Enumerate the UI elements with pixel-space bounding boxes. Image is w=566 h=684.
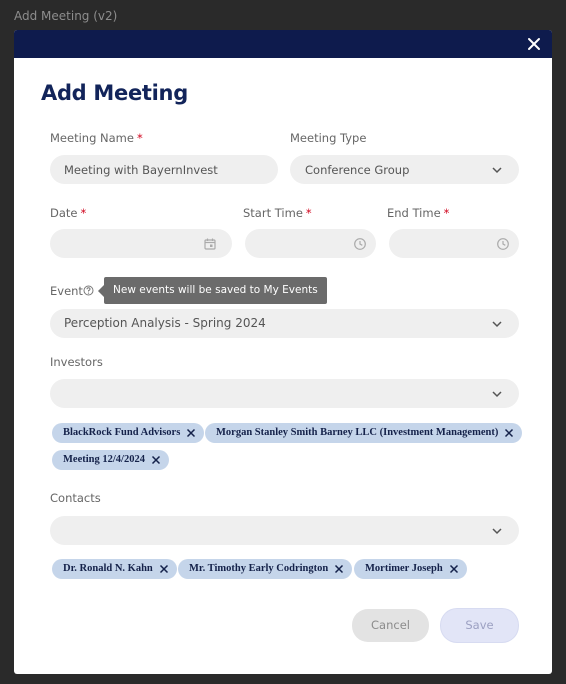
x-icon[interactable] <box>186 428 196 438</box>
investors-label: Investors <box>50 355 103 369</box>
dialog-title: Add Meeting <box>41 81 188 105</box>
chip-label: Morgan Stanley Smith Barney LLC (Investment Management) <box>216 427 499 438</box>
meeting-type-label: Meeting Type <box>290 131 367 145</box>
save-button[interactable]: Save <box>441 609 518 642</box>
cancel-button[interactable]: Cancel <box>352 609 429 642</box>
window-title: Add Meeting (v2) <box>14 9 118 23</box>
meeting-type-select[interactable] <box>290 155 519 184</box>
required-mark: * <box>443 206 450 220</box>
required-mark: * <box>305 206 312 220</box>
meeting-name-value: Meeting with BayernInvest <box>64 163 218 177</box>
meeting-type-value: Conference Group <box>305 163 410 177</box>
chip-label: BlackRock Fund Advisors <box>63 427 181 438</box>
chevron-down-icon <box>491 389 503 399</box>
clock-icon[interactable] <box>353 237 367 251</box>
contact-chip[interactable] <box>178 559 352 579</box>
chip-label: Meeting 12/4/2024 <box>63 454 145 465</box>
required-mark: * <box>80 206 87 220</box>
chip-label: Mortimer Joseph <box>365 563 443 574</box>
date-label: Date * <box>50 206 87 220</box>
chevron-down-icon <box>491 526 503 536</box>
chip-label: Dr. Ronald N. Kahn <box>63 563 153 574</box>
x-icon[interactable] <box>449 564 459 574</box>
event-value: Perception Analysis - Spring 2024 <box>64 316 266 330</box>
start-time-input[interactable] <box>245 229 376 258</box>
date-input[interactable] <box>50 229 232 258</box>
end-time-input[interactable] <box>389 229 519 258</box>
investor-chip[interactable] <box>52 423 204 443</box>
chevron-down-icon <box>491 165 503 175</box>
meeting-name-input[interactable] <box>50 155 278 184</box>
add-meeting-dialog <box>14 30 552 674</box>
investor-chip[interactable] <box>205 423 522 443</box>
contact-chip[interactable] <box>52 559 177 579</box>
contacts-label: Contacts <box>50 491 101 505</box>
start-time-label: Start Time * <box>243 206 312 220</box>
chip-label: Mr. Timothy Early Codrington <box>189 563 329 574</box>
end-time-label: End Time * <box>387 206 450 220</box>
required-mark: * <box>136 131 143 145</box>
investors-select[interactable] <box>50 379 519 408</box>
close-icon[interactable] <box>525 35 543 53</box>
event-label: Event <box>50 284 83 298</box>
x-icon[interactable] <box>159 564 169 574</box>
x-icon[interactable] <box>334 564 344 574</box>
contacts-select[interactable] <box>50 516 519 545</box>
event-help-tooltip: New events will be saved to My Events <box>104 277 327 304</box>
clock-icon[interactable] <box>496 237 510 251</box>
calendar-icon[interactable] <box>203 237 217 251</box>
x-icon[interactable] <box>504 428 514 438</box>
meeting-name-label: Meeting Name * <box>50 131 143 145</box>
event-select[interactable] <box>50 309 519 338</box>
dialog-header-bar <box>14 30 552 58</box>
contact-chip[interactable] <box>354 559 467 579</box>
help-circle-icon[interactable] <box>83 285 94 296</box>
x-icon[interactable] <box>151 455 161 465</box>
chevron-down-icon <box>491 319 503 329</box>
investor-chip[interactable] <box>52 450 169 470</box>
